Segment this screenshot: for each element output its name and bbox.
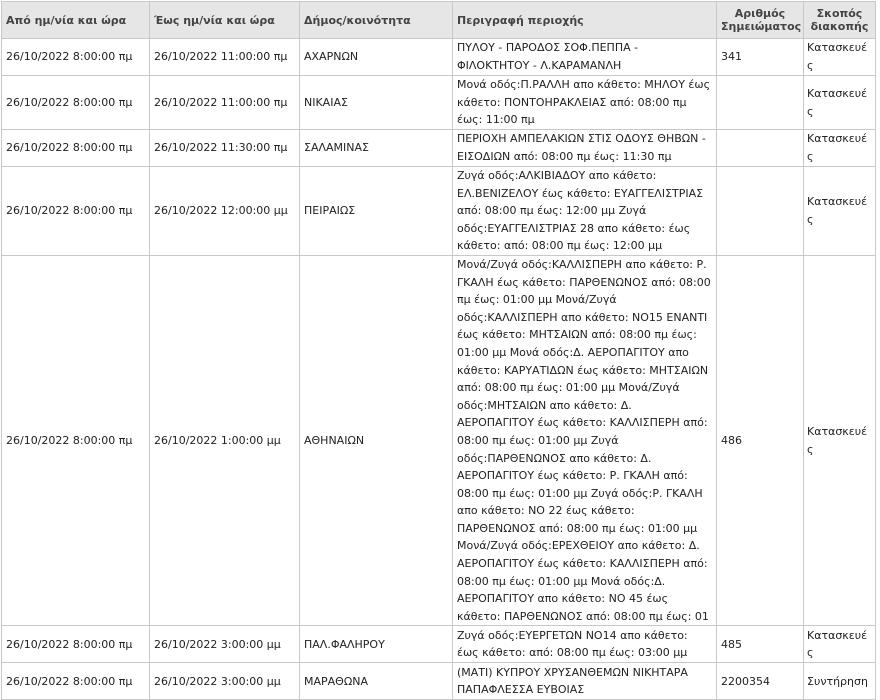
header-from: Από ημ/νία και ώρα [2, 2, 150, 39]
cell-notice-number: 2200354 [717, 663, 804, 700]
cell-to: 26/10/2022 3:00:00 μμ [150, 663, 300, 700]
cell-purpose: Κατασκευές [804, 39, 876, 76]
table-row [2, 255, 876, 625]
cell-municipality: ΑΘΗΝΑΙΩΝ [300, 255, 453, 625]
cell-from: 26/10/2022 8:00:00 πμ [2, 663, 150, 700]
cell-to: 26/10/2022 11:00:00 πμ [150, 39, 300, 76]
outage-table [1, 1, 876, 700]
cell-municipality: ΑΧΑΡΝΩΝ [300, 39, 453, 76]
header-municipality: Δήμος/κοινότητα [300, 2, 453, 39]
cell-description: Μονά οδός:Π.ΡΑΛΛΗ απο κάθετο: ΜΗΛΟΥ έως κάθετο: ΠΟΝΤΟΗΡΑΚΛΕΙΑΣ από: 08:00 πμ έως: 11:00 πμ [453, 76, 717, 130]
table-row [2, 39, 876, 76]
cell-description: Ζυγά οδός:ΕΥΕΡΓΕΤΩΝ ΝΟ14 απο κάθετο: έως κάθετο: από: 08:00 πμ έως: 03:00 μμ [453, 626, 717, 663]
cell-to: 26/10/2022 11:00:00 πμ [150, 76, 300, 130]
table-row [2, 130, 876, 167]
cell-purpose: Κατασκευές [804, 76, 876, 130]
cell-notice-number [717, 130, 804, 167]
cell-to: 26/10/2022 12:00:00 μμ [150, 167, 300, 256]
cell-purpose: Συντήρηση [804, 663, 876, 700]
cell-from: 26/10/2022 8:00:00 πμ [2, 76, 150, 130]
cell-description: Μονά/Ζυγά οδός:ΚΑΛΛΙΣΠΕΡΗ απο κάθετο: Ρ. ΓΚΑΛΗ έως κάθετο: ΠΑΡΘΕΝΩΝΟΣ από: 08:00 πμ έως: 01:00 μμ Μονά/Ζυγά οδός:ΚΑΛΛΙΣΠΕΡΗ απο κάθετο: ΝΟ15 ΕΝΑΝΤΙ έως κάθετο: ΜΗΤΣΑΙΩΝ από: 08:00 πμ έως: 01:00 μμ Μονά οδός:Δ. ΑΕΡΟΠΑΓΙΤΟΥ απο κάθετο: ΚΑΡΥΑΤΙΔΩΝ έως κάθετο: ΜΗΤΣΑΙΩΝ από: 08:00 πμ έως: 01:00 μμ Μονά/Ζυγά οδός:ΜΗΤΣΑΙΩΝ απο κάθετο: Δ. ΑΕΡΟΠΑΓΙΤΟΥ έως κάθετο: ΚΑΛΛΙΣΠΕΡΗ από: 08:00 πμ έως: 01:00 μμ Ζυγά οδός:ΠΑΡΘΕΝΩΝΟΣ απο κάθετο: Δ. ΑΕΡΟΠΑΓΙΤΟΥ έως κάθετο: Ρ. ΓΚΑΛΗ από: 08:00 πμ έως: 01:00 μμ Ζυγά οδός:Ρ. ΓΚΑΛΗ απο κάθετο: ΝΟ 22 έως κάθετο: ΠΑΡΘΕΝΩΝΟΣ από: 08:00 πμ έως: 01:00 μμ Μονά/Ζυγά οδός:ΕΡΕΧΘΕΙΟΥ απο κάθετο: Δ. ΑΕΡΟΠΑΓΙΤΟΥ έως κάθετο: ΚΑΛΛΙΣΠΕΡΗ από: 08:00 πμ έως: 01:00 μμ Μονά οδός:Δ. ΑΕΡΟΠΑΓΙΤΟΥ απο κάθετο: ΝΟ 45 έως κάθετο: ΠΑΡΘΕΝΩΝΟΣ από: 08:00 πμ έως: 01 [453, 255, 717, 625]
cell-to: 26/10/2022 1:00:00 μμ [150, 255, 300, 625]
cell-municipality: ΜΑΡΑΘΩΝΑ [300, 663, 453, 700]
cell-notice-number [717, 167, 804, 256]
header-to: Έως ημ/νία και ώρα [150, 2, 300, 39]
table-row [2, 167, 876, 256]
cell-purpose: Κατασκευές [804, 167, 876, 256]
cell-description: (ΜΑΤΙ) ΚΥΠΡΟΥ ΧΡΥΣΑΝΘΕΜΩΝ ΝΙΚΗΤΑΡΑ ΠΑΠΑΦΛΕΣΣΑ ΕΥΒΟΙΑΣ [453, 663, 717, 700]
cell-description: ΠΕΡΙΟΧΗ ΑΜΠΕΛΑΚΙΩΝ ΣΤΙΣ ΟΔΟΥΣ ΘΗΒΩΝ - ΕΙΣΟΔΙΩΝ από: 08:00 πμ έως: 11:30 πμ [453, 130, 717, 167]
cell-description: ΠΥΛΟΥ - ΠΑΡΟΔΟΣ ΣΟΦ.ΠΕΠΠΑ - ΦΙΛΟΚΤΗΤΟΥ - Λ.ΚΑΡΑΜΑΝΛΗ [453, 39, 717, 76]
cell-purpose: Κατασκευές [804, 255, 876, 625]
cell-to: 26/10/2022 11:30:00 πμ [150, 130, 300, 167]
cell-from: 26/10/2022 8:00:00 πμ [2, 167, 150, 256]
cell-from: 26/10/2022 8:00:00 πμ [2, 255, 150, 625]
cell-municipality: ΠΕΙΡΑΙΩΣ [300, 167, 453, 256]
cell-from: 26/10/2022 8:00:00 πμ [2, 130, 150, 167]
cell-from: 26/10/2022 8:00:00 πμ [2, 626, 150, 663]
cell-notice-number [717, 76, 804, 130]
cell-description: Ζυγά οδός:ΑΛΚΙΒΙΑΔΟΥ απο κάθετο: ΕΛ.ΒΕΝΙΖΕΛΟΥ έως κάθετο: ΕΥΑΓΓΕΛΙΣΤΡΙΑΣ από: 08:00 πμ έως: 12:00 μμ Ζυγά οδός:ΕΥΑΓΓΕΛΙΣΤΡΙΑΣ 28 απο κάθετο: έως κάθετο: από: 08:00 πμ έως: 12:00 μμ [453, 167, 717, 256]
cell-notice-number: 486 [717, 255, 804, 625]
cell-notice-number: 485 [717, 626, 804, 663]
cell-purpose: Κατασκευές [804, 626, 876, 663]
header-notice-number: Αριθμός Σημειώματος [717, 2, 804, 39]
cell-municipality: ΠΑΛ.ΦΑΛΗΡΟΥ [300, 626, 453, 663]
table-row [2, 663, 876, 700]
table-row [2, 76, 876, 130]
table-header-row [2, 2, 876, 39]
header-purpose: Σκοπός διακοπής [804, 2, 876, 39]
table-row [2, 626, 876, 663]
cell-to: 26/10/2022 3:00:00 μμ [150, 626, 300, 663]
cell-from: 26/10/2022 8:00:00 πμ [2, 39, 150, 76]
header-description: Περιγραφή περιοχής [453, 2, 717, 39]
cell-notice-number: 341 [717, 39, 804, 76]
cell-municipality: ΣΑΛΑΜΙΝΑΣ [300, 130, 453, 167]
cell-purpose: Κατασκευές [804, 130, 876, 167]
cell-municipality: ΝΙΚΑΙΑΣ [300, 76, 453, 130]
